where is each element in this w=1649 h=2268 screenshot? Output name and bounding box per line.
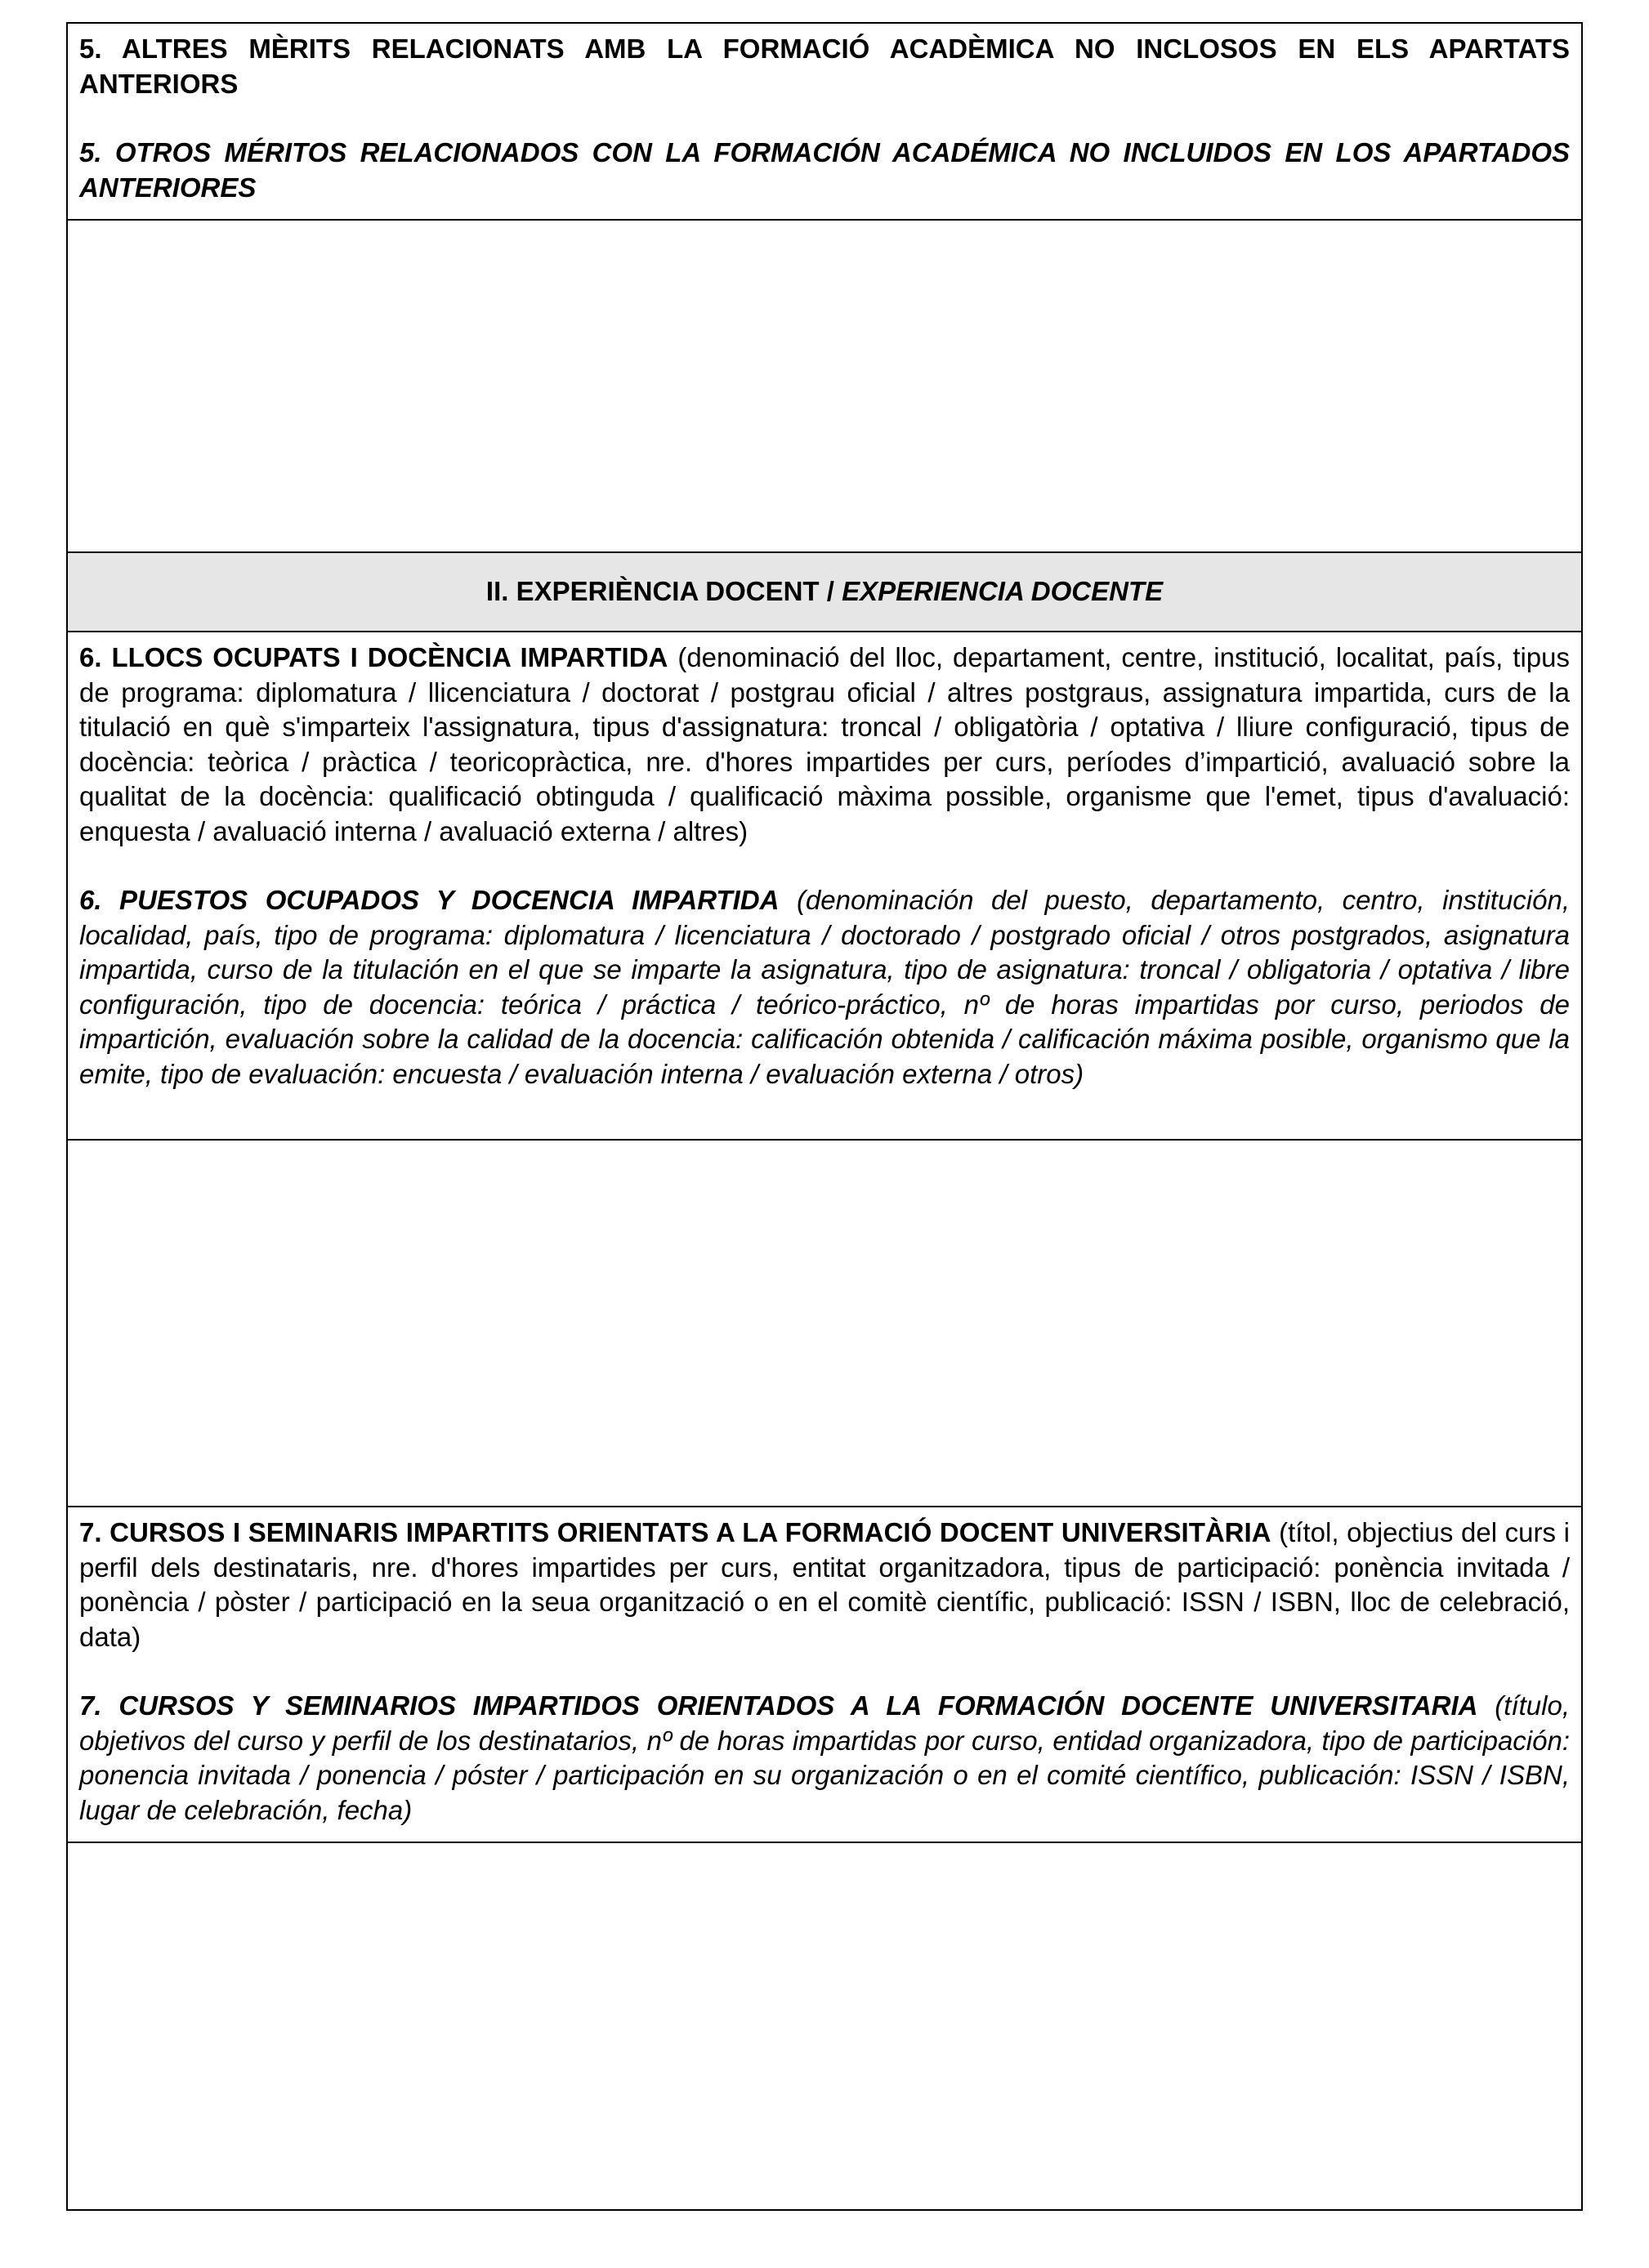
- section-5-title-es: 5. OTROS MÉRITOS RELACIONADOS CON LA FORMACIÓN ACADÉMICA NO INCLUIDOS EN LOS APARTADOS ANTERIORES: [79, 137, 1570, 203]
- section-7-header: [68, 1506, 1581, 1842]
- section-ii-header: [68, 551, 1581, 631]
- section-ii-title-es: EXPERIENCIA DOCENTE: [842, 576, 1164, 607]
- section-7-title-es: 7. CURSOS Y SEMINARIOS IMPARTIDOS ORIENTADOS A LA FORMACIÓN DOCENTE UNIVERSITARIA: [79, 1690, 1478, 1721]
- section-6-title-es: 6. PUESTOS OCUPADOS Y DOCENCIA IMPARTIDA: [79, 885, 780, 915]
- section-5-input-area[interactable]: [68, 219, 1581, 551]
- section-7-desc-ca: (títol, objectius del curs i perfil dels destinataris, nre. d'hores impartides per curs, entitat organitzadora, tipus de participació: ponència invitada / ponència / pòster / participació en la seua organització o en el comitè científic, publicació: ISSN / ISBN, lloc de celebració, data): [79, 1517, 1570, 1652]
- section-5-header: [68, 24, 1581, 219]
- section-6-desc-ca: (denominació del lloc, departament, centre, institució, localitat, país, tipus de programa: diplomatura / llicenciatura / doctorat / postgrau oficial / altres postgraus, assignatura impartida, curs de la titulació en què s'imparteix l'assignatura, tipus d'assignatura: troncal / obligatòria / optativa / lliure configuració, tipus de docència: teòrica / pràctica / teoricopràctica, nre. d'hores impartides per curs, períodes d’impartició, avaluació sobre la qualitat de la docència: qualificació obtinguda / qualificació màxima possible, organisme que l'emet, tipus d'avaluació: enquesta / avaluació interna / avaluació externa / altres): [79, 642, 1570, 846]
- section-7-title-ca: 7. CURSOS I SEMINARIS IMPARTITS ORIENTATS A LA FORMACIÓ DOCENT UNIVERSITÀRIA: [79, 1517, 1271, 1547]
- section-6-title-ca: 6. LLOCS OCUPATS I DOCÈNCIA IMPARTIDA: [79, 642, 668, 672]
- section-7-desc-es: (título, objetivos del curso y perfil de los destinatarios, nº de horas impartidas por curso, entidad organizadora, tipo de participación: ponencia invitada / ponencia / póster / participación en su organización o en el comité científico, publicación: ISSN / ISBN, lugar de celebración, fecha): [79, 1690, 1570, 1825]
- section-6-desc-es: (denominación del puesto, departamento, centro, institución, localidad, país, tipo de programa: diplomatura / licenciatura / doctorado / postgrado oficial / otros postgrados, asignatura impartida, curso de la titulación en el que se imparte la asignatura, tipo de asignatura: troncal / obligatoria / optativa / libre configuración, tipo de docencia: teórica / práctica / teórico-práctico, nº de horas impartidas por curso, periodos de impartición, evaluación sobre la calidad de la docencia: calificación obtenida / calificación máxima posible, organismo que la emite, tipo de evaluación: encuesta / evaluación interna / evaluación externa / otros): [79, 885, 1570, 1089]
- section-6-input-area[interactable]: [68, 1139, 1581, 1506]
- section-ii-title-ca: II. EXPERIÈNCIA DOCENT /: [485, 576, 842, 607]
- cv-form-table: [66, 22, 1583, 2211]
- section-5-title-ca: 5. ALTRES MÈRITS RELACIONATS AMB LA FORMACIÓ ACADÈMICA NO INCLOSOS EN ELS APARTATS ANTERIORS: [79, 33, 1570, 99]
- section-7-input-area[interactable]: [68, 1842, 1581, 2209]
- section-6-header: [68, 631, 1581, 1139]
